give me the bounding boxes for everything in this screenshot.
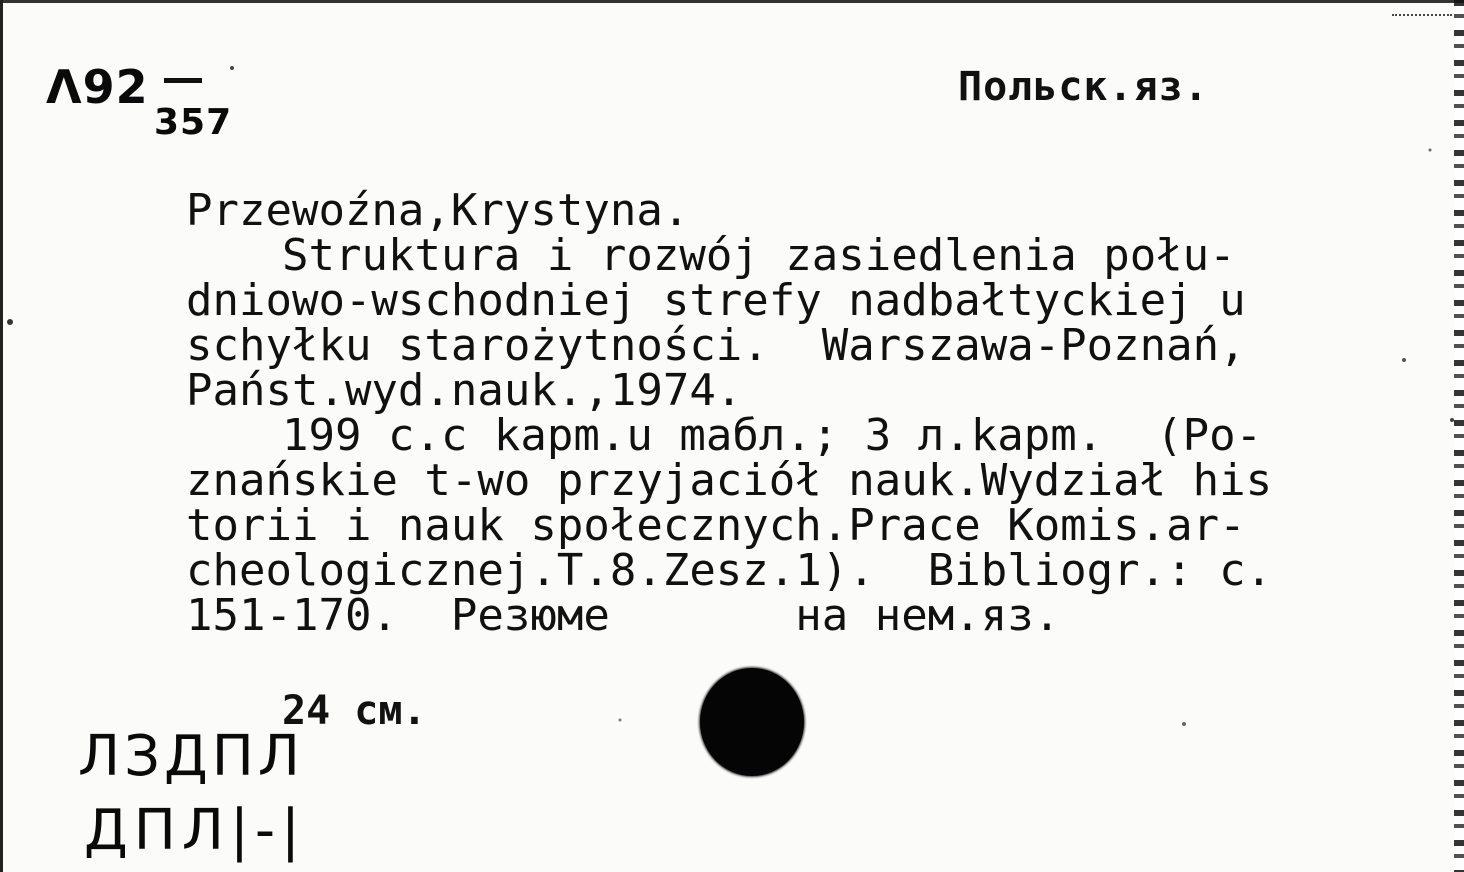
size-note: 24 см. bbox=[282, 688, 427, 734]
entry-line: Przewoźna,Krystyna. bbox=[186, 185, 690, 236]
subject-heading: Польск.яз. bbox=[958, 64, 1209, 110]
card-right-edge bbox=[1454, 0, 1464, 872]
card-dotted-mark bbox=[1392, 14, 1452, 18]
bibliographic-entry bbox=[186, 185, 1436, 641]
entry-line: Państ.wyd.nauk.,1974. bbox=[186, 365, 743, 416]
card-top-edge bbox=[0, 0, 1464, 3]
punch-hole bbox=[700, 668, 804, 776]
card-left-edge bbox=[0, 0, 3, 872]
entry-line: schyłku starożytności. Warszawa-Poznań, bbox=[186, 320, 1246, 371]
call-number bbox=[46, 60, 233, 143]
handwritten-code-2: ДПЛ|-| bbox=[84, 798, 306, 863]
call-number-bar bbox=[164, 78, 202, 83]
entry-line: Struktura i rozwój zasiedlenia połu- bbox=[282, 230, 1236, 281]
entry-line: znańskie t-wo przyjaciół nauk.Wydział his bbox=[186, 455, 1273, 506]
handwritten-code-1: ЛЗДПЛ bbox=[78, 724, 304, 789]
entry-line: torii i nauk społecznych.Prace Komis.ar- bbox=[186, 500, 1246, 551]
entry-line: 199 c.c kapm.u maбл.; 3 л.kapm. (Po- bbox=[282, 410, 1263, 461]
entry-line: cheologicznej.T.8.Zesz.1). Bibliogr.: c. bbox=[186, 545, 1273, 596]
call-number-main: Λ92 bbox=[46, 60, 149, 114]
call-number-sub: 357 bbox=[154, 102, 233, 143]
entry-line: dniowo-wschodniej strefy nadbałtyckiej u bbox=[186, 275, 1246, 326]
entry-line: 151-170. Резюме на нем.яз. bbox=[186, 590, 1061, 641]
